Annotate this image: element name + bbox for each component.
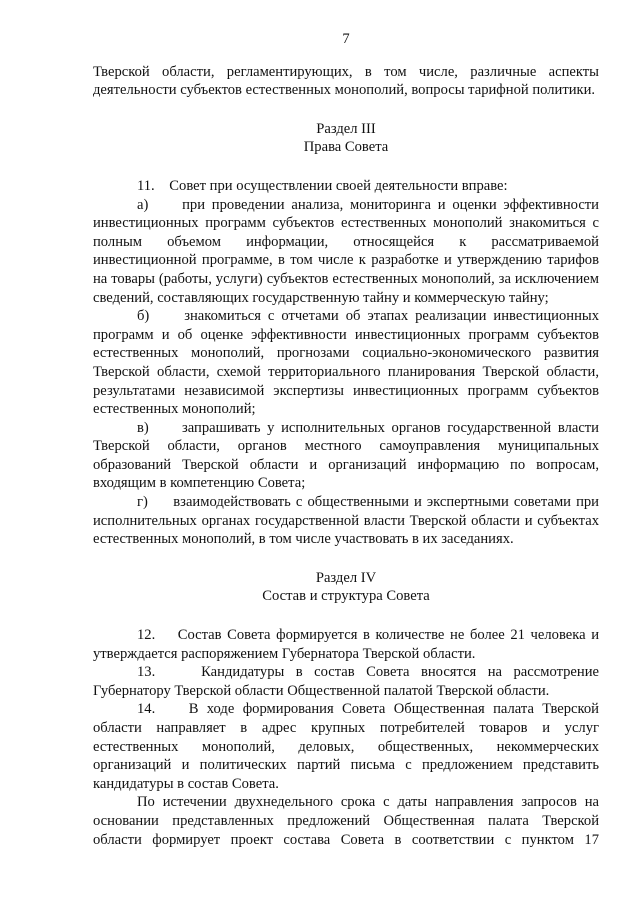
paragraph-14-continuation: По истечении двухнедельного срока с даты направления запросов на основании представленных предложений Общественная палата Тверской области формирует проект состава Совета в соответствии с пунктом 17: [93, 794, 599, 848]
section-4-subtitle: Состав и структура Совета: [262, 588, 430, 605]
section-3-subtitle: Права Совета: [303, 139, 389, 156]
page-number: 7: [342, 31, 350, 47]
paragraph-11-a: а) при проведении анализа, мониторинга и оценки эффективности инвестиционных программ субъектов естественных монополий знакомиться с полным объемом информации, относящейся к рассматриваемой инвестиционной программе, в том числе к разработке и утверждению тарифов на товары (работы, услуги) субъектов естественных монополий, за исключением сведений, составляющих государственную тайну и коммерческую тайну;: [93, 196, 599, 306]
paragraph-13: 13. Кандидатуры в состав Совета вносятся на рассмотрение Губернатору Тверской области Общественной палатой Тверской области.: [93, 664, 599, 699]
paragraph-14: 14. В ходе формирования Совета Общественная палата Тверской области направляет в адрес крупных потребителей товаров и услуг естественных монополий, деловых, общественных, некоммерческих организаций и политических партий письма с предложением представить кандидатуры в состав Совета.: [93, 701, 599, 792]
paragraph-11-b: б) знакомиться с отчетами об этапах реализации инвестиционных программ и об оценке эффективности инвестиционных программ субъектов естественных монополий, прогнозами социально-экономического развития Тверской области, схемой территориального планирования Тверской области, результатами независимой экспертизы инвестиционных программ субъектов естественных монополий;: [93, 308, 599, 418]
document-page: [93, 30, 599, 849]
paragraph-12: 12. Состав Совета формируется в количестве не более 21 человека и утверждается распоряжением Губернатора Тверской области.: [93, 627, 599, 662]
section-3-title: Раздел III: [316, 120, 376, 137]
intro-paragraph: Тверской области, регламентирующих, в том числе, различные аспекты деятельности субъектов естественных монополий, вопросы тарифной политики.: [93, 63, 599, 99]
paragraph-11-g: г) взаимодействовать с общественными и экспертными советами при исполнительных органах государственной власти Тверской области и субъектах естественных монополий, в том числе участвовать в их заседаниях.: [93, 494, 599, 548]
section-4-title: Раздел IV: [315, 569, 377, 586]
paragraph-11: 11. Совет при осуществлении своей деятельности вправе:: [137, 177, 508, 194]
paragraph-11-v: в) запрашивать у исполнительных органов государственной власти Тверской области, органов местного самоуправления муниципальных образований Тверской области и организаций информацию по вопросам, входящим в компетенцию Совета;: [93, 419, 599, 492]
